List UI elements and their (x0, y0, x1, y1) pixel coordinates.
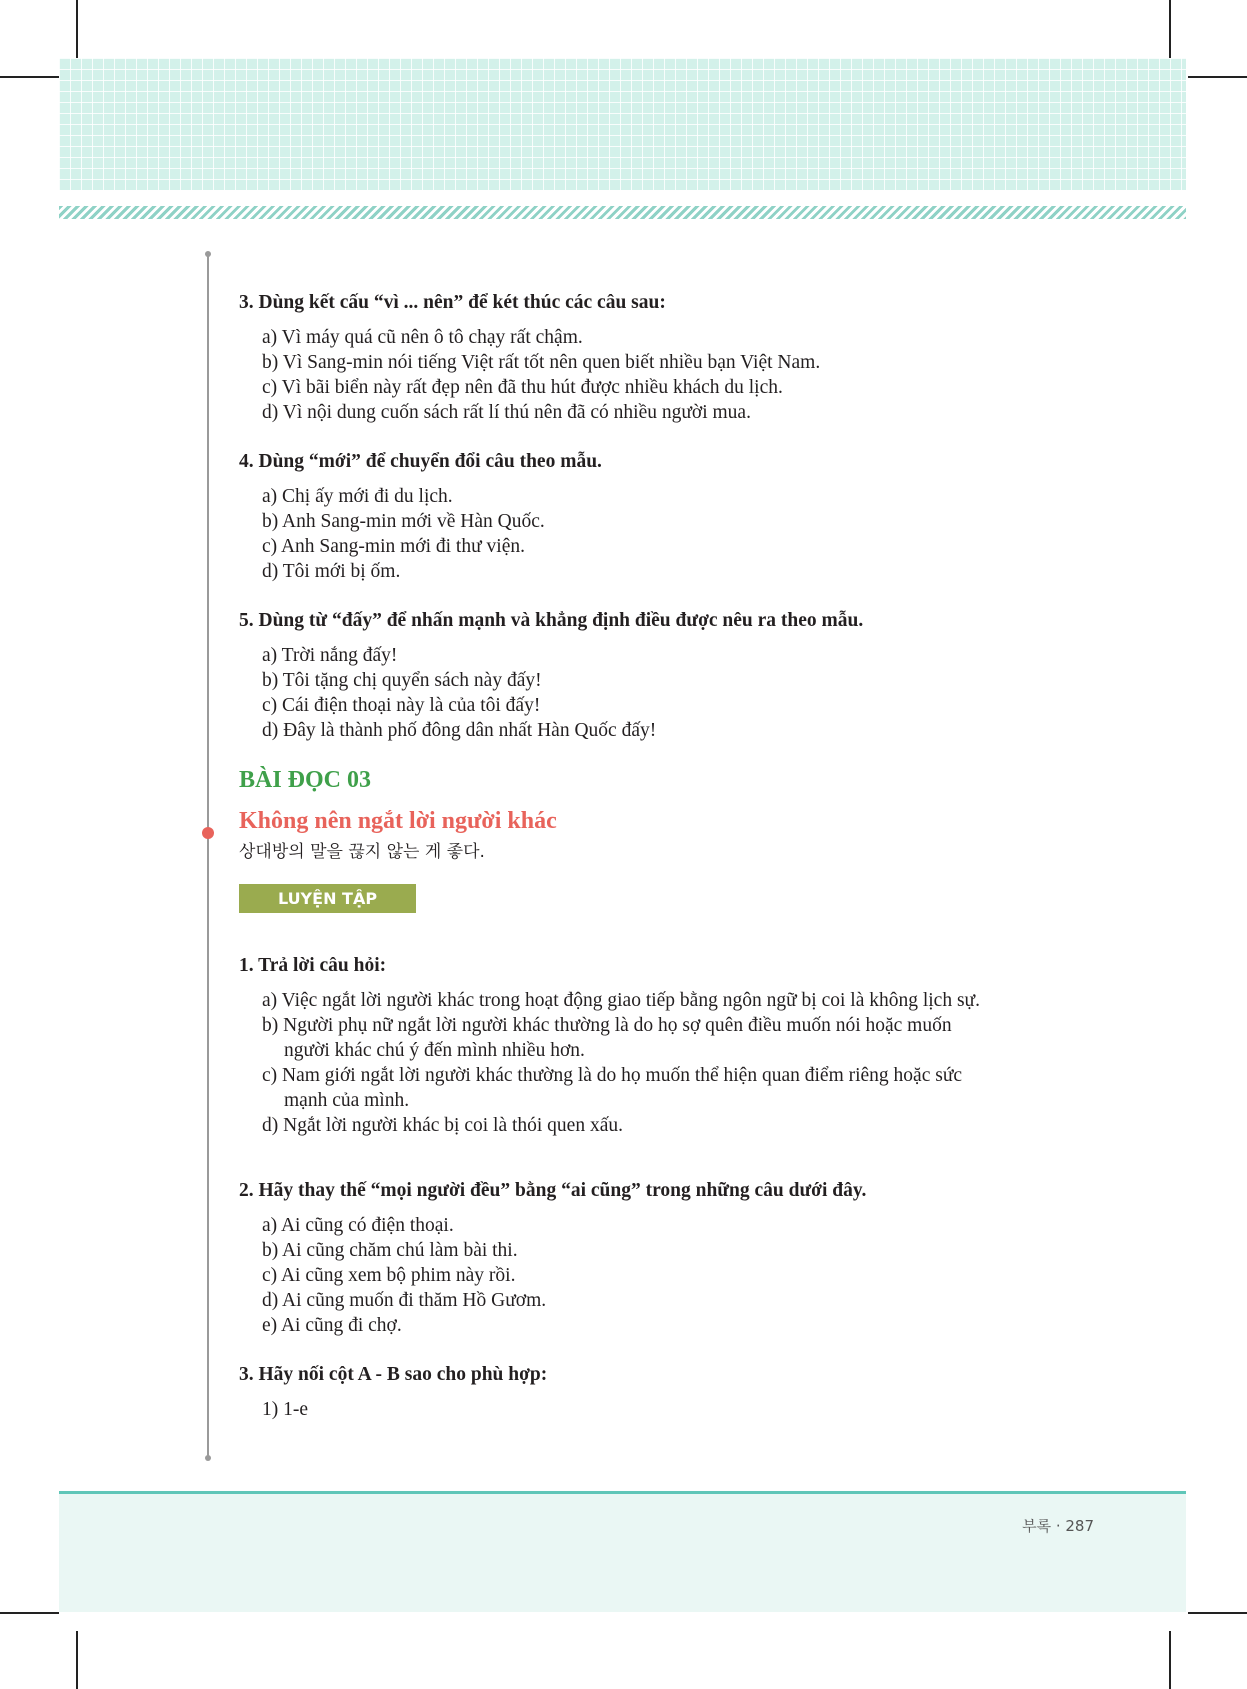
exercise-heading: 3. Dùng kết cấu “vì ... nên” để két thúc các câu sau: (239, 292, 666, 313)
page-number: 부록 · 287 (1022, 1517, 1094, 1535)
crop-mark (1188, 76, 1247, 78)
crop-mark (76, 0, 78, 58)
crop-mark (1169, 1631, 1171, 1689)
answer-item: b) Anh Sang-min mới về Hàn Quốc. (262, 511, 545, 532)
guide-dot-bottom (205, 1455, 211, 1461)
answer-list (239, 643, 1079, 743)
crop-mark (76, 1631, 78, 1689)
practice-q3 (239, 1362, 1079, 1422)
header-grid-band (59, 58, 1186, 190)
answer-list (239, 325, 1079, 425)
header-hatch-strip (59, 206, 1186, 219)
margin-guide-line (207, 254, 209, 1458)
exercise-heading: 1. Trả lời câu hỏi: (239, 955, 387, 976)
answer-item: c) Anh Sang-min mới đi thư viện. (262, 536, 525, 557)
answer-item: e) Ai cũng đi chợ. (262, 1315, 402, 1336)
answer-item: d) Tôi mới bị ốm. (262, 561, 401, 582)
lesson-korean-subtitle: 상대방의 말을 끊지 않는 게 좋다. (239, 842, 485, 862)
answer-item: a) Việc ngắt lời người khác trong hoạt động giao tiếp bằng ngôn ngữ bị coi là không lịch sự. (262, 990, 980, 1011)
lesson-subtitle: Không nên ngắt lời người khác (239, 808, 557, 834)
answer-list (239, 1397, 1079, 1422)
exercise-heading: 4. Dùng “mới” để chuyển đổi câu theo mẫu. (239, 451, 602, 472)
lesson-title: BÀI ĐỌC 03 (239, 767, 372, 793)
guide-dot-top (205, 251, 211, 257)
answer-item: a) Trời nắng đấy! (262, 645, 398, 666)
answer-item: b) Ai cũng chăm chú làm bài thi. (262, 1240, 518, 1261)
answer-item: c) Cái điện thoại này là của tôi đấy! (262, 695, 541, 716)
answer-list (239, 484, 1079, 584)
practice-badge: LUYỆN TẬP (239, 884, 416, 913)
page-content (239, 290, 1079, 1446)
exercise-heading: 3. Hãy nối cột A - B sao cho phù hợp: (239, 1364, 548, 1385)
exercise-5 (239, 608, 1079, 743)
crop-mark (0, 76, 59, 78)
answer-line-continued: mạnh của mình. (284, 1090, 410, 1111)
answer-item: c) Ai cũng xem bộ phim này rồi. (262, 1265, 516, 1286)
answer-line: c) Nam giới ngắt lời người khác thường là do họ muốn thể hiện quan điểm riêng hoặc sức (262, 1065, 963, 1086)
answer-item: d) Ngắt lời người khác bị coi là thói quen xấu. (262, 1115, 623, 1136)
answer-item: c) Vì bãi biển này rất đẹp nên đã thu hút được nhiều khách du lịch. (262, 377, 783, 398)
answer-item: d) Vì nội dung cuốn sách rất lí thú nên đã có nhiều người mua. (262, 402, 751, 423)
exercise-heading: 2. Hãy thay thế “mọi người đều” bằng “ai cũng” trong những câu dưới đây. (239, 1180, 867, 1201)
answer-item (262, 1013, 1079, 1063)
exercise-3 (239, 290, 1079, 425)
crop-mark (1188, 1612, 1247, 1614)
answer-item: d) Ai cũng muốn đi thăm Hồ Gươm. (262, 1290, 547, 1311)
section-marker-dot (202, 827, 214, 839)
exercise-heading: 5. Dùng từ “đấy” để nhấn mạnh và khẳng định điều được nêu ra theo mẫu. (239, 610, 864, 631)
crop-mark (1169, 0, 1171, 58)
answer-list (239, 988, 1079, 1138)
answer-line-continued: người khác chú ý đến mình nhiều hơn. (284, 1040, 585, 1061)
footer-band (59, 1494, 1186, 1612)
answer-item: b) Vì Sang-min nói tiếng Việt rất tốt nên quen biết nhiều bạn Việt Nam. (262, 352, 821, 373)
answer-line: b) Người phụ nữ ngắt lời người khác thường là do họ sợ quên điều muốn nói hoặc muốn (262, 1015, 952, 1036)
answer-item: b) Tôi tặng chị quyển sách này đấy! (262, 670, 542, 691)
answer-item: 1) 1-e (262, 1399, 309, 1420)
exercise-4 (239, 449, 1079, 584)
crop-mark (0, 1612, 59, 1614)
practice-q1 (239, 953, 1079, 1138)
answer-list (239, 1213, 1079, 1338)
answer-item (262, 1063, 1079, 1113)
answer-item: d) Đây là thành phố đông dân nhất Hàn Quốc đấy! (262, 720, 657, 741)
practice-q2 (239, 1178, 1079, 1338)
answer-item: a) Vì máy quá cũ nên ô tô chạy rất chậm. (262, 327, 583, 348)
answer-item: a) Chị ấy mới đi du lịch. (262, 486, 453, 507)
answer-item: a) Ai cũng có điện thoại. (262, 1215, 454, 1236)
